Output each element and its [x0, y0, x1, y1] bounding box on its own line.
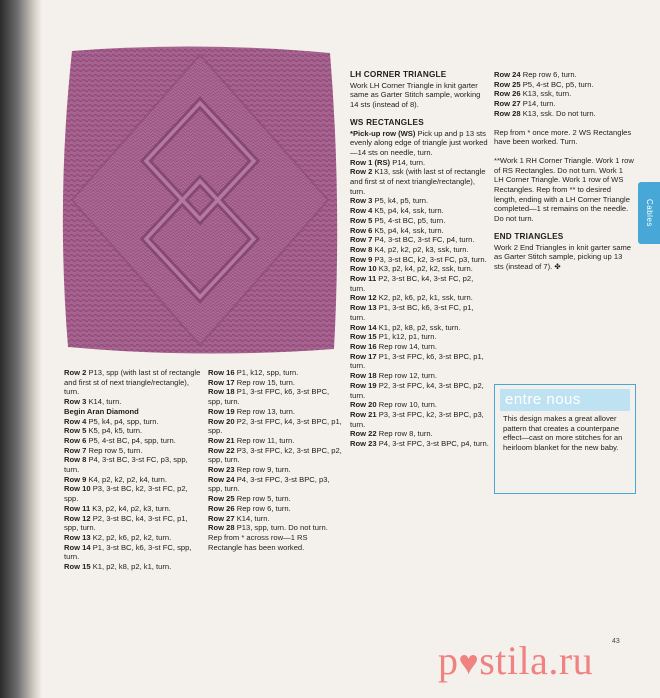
- instruction-line: Row 15 K1, p2, k8, p2, k1, turn.: [64, 562, 172, 572]
- instruction-line: Row 23 P4, 3-st FPC, 3-st BPC, p4, turn.: [350, 439, 489, 449]
- instruction-line: Row 11 P2, 3-st BC, k4, 3-st FC, p2, turn.: [350, 274, 474, 293]
- section-heading: WS RECTANGLES: [350, 117, 424, 127]
- sidebar-title: entre nous: [500, 389, 630, 411]
- instruction-line: Row 26 K13, ssk, turn.: [494, 89, 572, 99]
- instruction-line: Row 17 Rep row 15, turn.: [208, 377, 295, 387]
- instruction-line: Row 18 P1, 3-st FPC, k6, 3-st BPC, spp, turn.: [208, 387, 330, 407]
- instruction-line: Row 6 P5, 4-st BC, p4, spp, turn.: [64, 435, 176, 445]
- instruction-line: Row 6 K5, p4, k4, ssk, turn.: [350, 225, 444, 235]
- section-subheading: Begin Aran Diamond: [64, 406, 139, 416]
- instruction-line: Rep from * across row—1 RS Rectangle has been worked.: [208, 532, 308, 552]
- instruction-line: Row 19 P2, 3-st FPC, k4, 3-st BPC, p2, turn.: [350, 380, 484, 400]
- instruction-line: Row 10 K3, p2, k4, p2, k2, ssk, turn.: [350, 264, 473, 274]
- watermark-logo: [438, 640, 593, 682]
- section-edge-tab: Cables: [638, 182, 660, 244]
- instruction-line: Row 25 Rep row 5, turn.: [208, 494, 291, 504]
- instruction-line: Row 5 P5, 4-st BC, p5, turn.: [350, 215, 446, 225]
- instruction-line: Row 16 Rep row 14, turn.: [350, 341, 437, 351]
- instruction-line: Row 20 Rep row 10, turn.: [350, 400, 437, 410]
- instruction-line: *Pick-up row (WS) Pick up and p 13 sts evenly along edge of triangle just worked—14 sts on needle, turn.: [350, 128, 488, 157]
- instruction-line: Row 16 P1, k12, spp, turn.: [208, 368, 299, 377]
- instruction-line: Row 17 P1, 3-st FPC, k6, 3-st BPC, p1, turn.: [350, 351, 484, 371]
- instruction-line: Row 3 P5, k4, p5, turn.: [350, 196, 429, 206]
- page-number: 43: [612, 638, 620, 645]
- watermark-text: p: [438, 638, 459, 683]
- instruction-line: Row 15 P1, k12, p1, turn.: [350, 332, 437, 342]
- instruction-line: Row 13 K2, p2, k6, p2, k2, turn.: [64, 532, 172, 542]
- section-heading: LH CORNER TRIANGLE: [350, 70, 447, 79]
- instruction-line: Row 8 P4, 3-st BC, 3-st FC, p3, spp, turn.: [64, 455, 188, 475]
- instruction-line: Row 5 K5, p4, k5, turn.: [64, 426, 143, 436]
- instruction-line: Row 1 (RS) P14, turn.: [350, 157, 426, 167]
- instruction-line: Row 21 P3, 3-st FPC, k2, 3-st BPC, p3, turn.: [350, 409, 484, 429]
- instruction-line: Row 11 K3, p2, k4, p2, k3, turn.: [64, 503, 171, 513]
- instruction-line: Row 12 K2, p2, k6, p2, k1, ssk, turn.: [350, 293, 473, 303]
- instruction-list: [350, 129, 490, 449]
- instruction-line: Row 20 P2, 3-st FPC, k4, 3-st BPC, p1, spp.: [208, 416, 342, 436]
- instruction-line: Row 24 P4, 3-st FPC, 3-st BPC, p3, spp, turn.: [208, 474, 330, 494]
- instruction-line: Row 24 Rep row 6, turn.: [494, 70, 577, 79]
- instruction-line: Row 2 K13, ssk (with last st of rectangle and first st of next triangle/rectangle), turn.: [350, 167, 486, 196]
- instruction-line: Row 19 Rep row 13, turn.: [208, 406, 295, 416]
- instruction-line: Row 28 P13, spp, turn. Do not turn.: [208, 523, 328, 533]
- instruction-line: Row 9 P3, 3-st BC, k2, 3-st FC, p3, turn.: [350, 254, 487, 264]
- instructions-column-3: [350, 70, 490, 449]
- instruction-line: Row 27 K14, turn.: [208, 513, 270, 523]
- instruction-line: Row 7 Rep row 5, turn.: [64, 445, 143, 455]
- instruction-line: Row 4 K5, p4, k4, ssk, turn.: [350, 206, 444, 216]
- instruction-paragraph: Work 2 End Triangles in knit garter same as Garter Stitch sample, picking up 13 sts (instead of 7). ✤: [494, 242, 632, 271]
- instructions-column-2: [208, 368, 342, 552]
- section-heading: END TRIANGLES: [494, 231, 564, 241]
- instruction-line: Row 21 Rep row 11, turn.: [208, 435, 295, 445]
- entre-nous-sidebar: [494, 384, 636, 494]
- instruction-line: Row 25 P5, 4-st BC, p5, turn.: [494, 79, 594, 89]
- instruction-line: Row 23 Rep row 9, turn.: [208, 465, 291, 475]
- sidebar-text: This design makes a great allover pattern that creates a counterpane effect—cast on more stitches for an heirloom blanket for the new baby.: [503, 414, 623, 453]
- instruction-line: Row 28 K13, ssk. Do not turn.: [494, 108, 596, 118]
- instruction-paragraph: Work LH Corner Triangle in knit garter same as Garter Stitch sample, working 14 sts (instead of 8).: [350, 80, 481, 110]
- instruction-line: Row 9 K4, p2, k2, p2, k4, turn.: [64, 474, 167, 484]
- instructions-column-4: [494, 70, 634, 272]
- instruction-line: Row 13 P1, 3-st BC, k6, 3-st FC, p1, turn.: [350, 303, 474, 322]
- heart-icon: ♥: [458, 645, 480, 682]
- knit-swatch-image: [58, 43, 342, 357]
- book-gutter: [0, 0, 42, 698]
- instruction-line: Row 22 P3, 3-st FPC, k2, 3-st BPC, p2, spp, turn.: [208, 445, 342, 465]
- instruction-line: Row 27 P14, turn.: [494, 99, 556, 109]
- instruction-paragraph: **Work 1 RH Corner Triangle. Work 1 row of RS Rectangles. Do not turn. Work 1 LH Corner Triangle. Work 1 row of WS Rectangles. Rep from ** to desired length, ending with a LH Corner Triangle completed—1 st remains on the needle. Do not turn.: [494, 155, 634, 224]
- instruction-line: Row 22 Rep row 8, turn.: [350, 429, 433, 439]
- instruction-line: Row 3 K14, turn.: [64, 397, 122, 407]
- instructions-column-1: [64, 368, 204, 572]
- instruction-list: [494, 70, 634, 119]
- watermark-text: stila.ru: [479, 638, 594, 683]
- instruction-line: Row 2 P13, spp (with last st of rectangle and first st of next triangle/rectangle), turn.: [64, 368, 201, 397]
- instruction-line: Row 14 K1, p2, k8, p2, ssk, turn.: [350, 322, 461, 332]
- instruction-line: Row 26 Rep row 6, turn.: [208, 503, 291, 513]
- instruction-line: Row 12 P2, 3-st BC, k4, 3-st FC, p1, spp, turn.: [64, 513, 188, 533]
- instruction-line: Row 8 K4, p2, k2, p2, k3, ssk, turn.: [350, 244, 469, 254]
- instruction-line: Row 18 Rep row 12, turn.: [350, 371, 437, 381]
- instruction-line: Row 7 P4, 3-st BC, 3-st FC, p4, turn.: [350, 235, 475, 245]
- instruction-line: Row 14 P1, 3-st BC, k6, 3-st FC, spp, turn.: [64, 542, 192, 562]
- instruction-line: Row 10 P3, 3-st BC, k2, 3-st FC, p2, spp.: [64, 484, 188, 504]
- instruction-line: Row 4 P5, k4, p4, spp, turn.: [64, 416, 159, 426]
- instruction-paragraph: Rep from * once more. 2 WS Rectangles have been worked. Turn.: [494, 127, 632, 147]
